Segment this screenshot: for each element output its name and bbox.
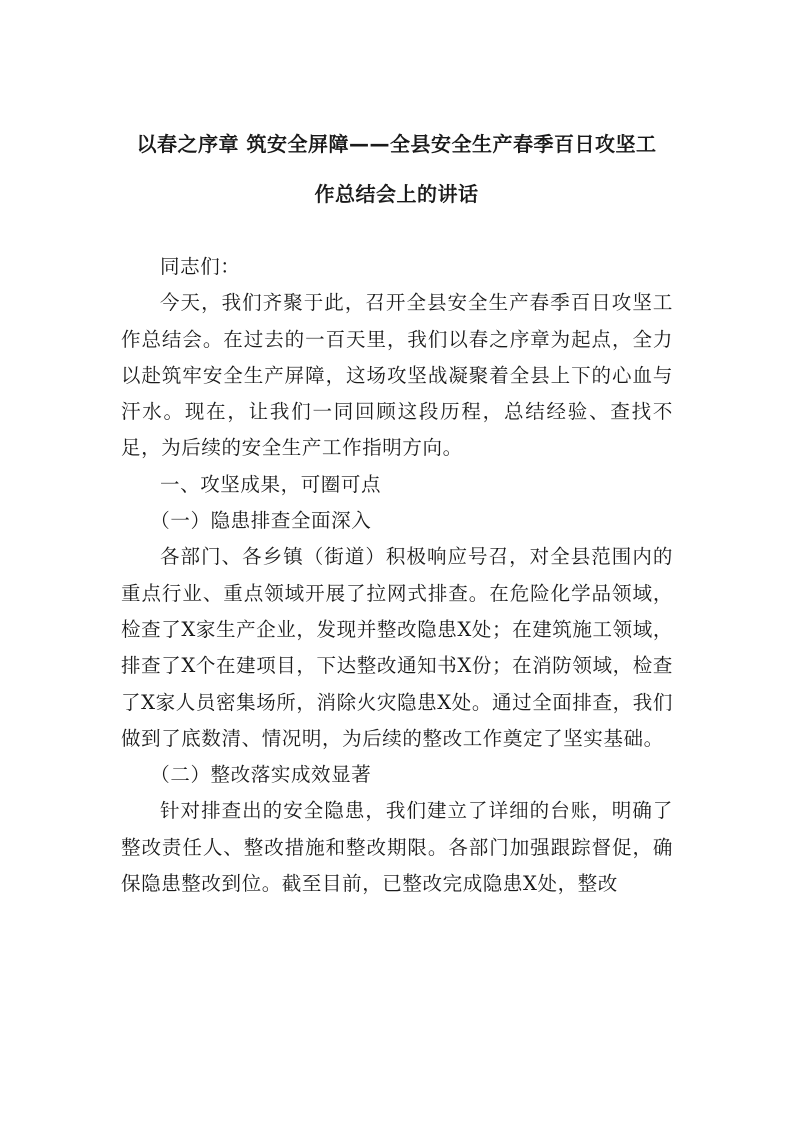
subsection-2-paragraph: 针对排查出的安全隐患，我们建立了详细的台账，明确了整改责任人、整改措施和整改期限。各部门加强跟踪督促，确保隐患整改到位。截至目前，已整改完成隐患X处，整改 (121, 799, 673, 896)
intro-paragraph: 今天，我们齐聚于此，召开全县安全生产春季百日攻坚工作总结会。在过去的一百天里，我们以春之序章为起点，全力以赴筑牢安全生产屏障，这场攻坚战凝聚着全县上下的心血与汗水。现在，让我们一同回顾这段历程，总结经验、查找不足，为后续的安全生产工作指明方向。 (121, 291, 673, 460)
subsection-1-paragraph: 各部门、各乡镇（街道）积极响应号召，对全县范围内的重点行业、重点领域开展了拉网式排查。在危险化学品领域，检查了X家生产企业，发现并整改隐患X处；在建筑施工领域，排查了X个在建项目，下达整改通知书X份；在消防领域，检查了X家人员密集场所，消除火灾隐患X处。通过全面排查，我们做到了底数清、情况明，为后续的整改工作奠定了坚实基础。 (121, 545, 673, 750)
document-title-line-2: 作总结会上的讲话 (314, 182, 479, 206)
subsection-2-heading: （二）整改落实成效显著 (150, 763, 372, 787)
section-1-heading: 一、攻坚成果，可圈可点 (160, 472, 382, 496)
document-title-line-1: 以春之序章 筑安全屏障——全县安全生产春季百日攻坚工 (136, 132, 657, 156)
salutation: 同志们： (160, 255, 241, 278)
document-body (121, 249, 673, 902)
subsection-1-heading: （一）隐患排查全面深入 (150, 509, 372, 533)
